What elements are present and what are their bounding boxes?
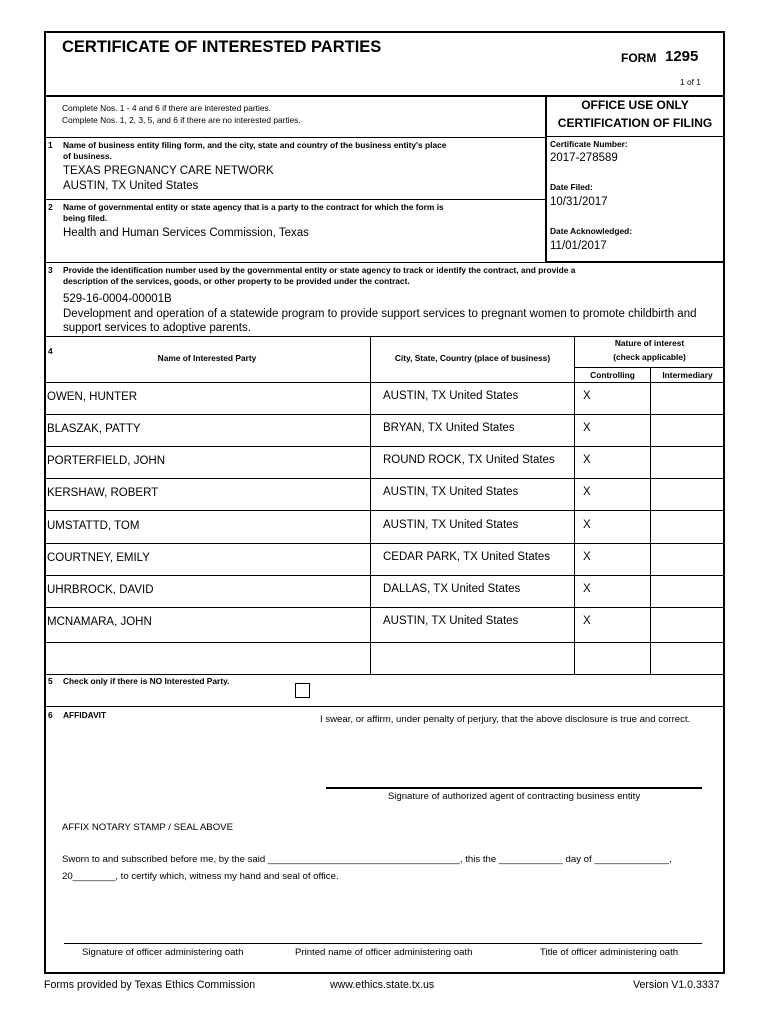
section-5-number: 5 (48, 676, 53, 686)
section-2-number: 2 (48, 202, 53, 212)
party-name: OWEN, HUNTER (47, 391, 138, 403)
contract-description-line-2: support services to adoptive parents. (63, 322, 251, 334)
divider-section5 (44, 706, 724, 707)
date-filed-label: Date Filed: (550, 182, 593, 192)
party-location: BRYAN, TX United States (383, 422, 515, 434)
party-location: AUSTIN, TX United States (383, 519, 519, 531)
date-filed-value: 10/31/2017 (550, 196, 608, 208)
officer-signature-line[interactable] (64, 943, 702, 944)
col-header-check-applicable: (check applicable) (613, 352, 686, 362)
sworn-statement-line-1: Sworn to and subscribed before me, by the said ____________________________________, this the ____________ day of ______________, (62, 854, 672, 865)
certification-title: CERTIFICATION OF FILING (557, 116, 713, 130)
governmental-entity: Health and Human Services Commission, Texas (63, 227, 309, 239)
party-controlling-mark: X (583, 390, 591, 402)
party-location: AUSTIN, TX United States (383, 390, 519, 402)
table-row-line (44, 607, 724, 608)
form-border-left (44, 31, 46, 973)
contract-description-line-1: Development and operation of a statewide program to provide support services to pregnant women to promote childbirth and (63, 308, 697, 320)
party-name: UHRBROCK, DAVID (47, 584, 154, 596)
table-row-line (44, 382, 724, 383)
page-indicator: 1 of 1 (680, 77, 701, 87)
section-2-label-line-1: Name of governmental entity or state agency that is a party to the contract for which the form is (63, 202, 444, 212)
party-name: BLASZAK, PATTY (47, 423, 141, 435)
party-name: KERSHAW, ROBERT (47, 487, 159, 499)
section-4-number: 4 (48, 346, 53, 356)
no-interested-party-checkbox[interactable] (295, 683, 310, 698)
divider-section1 (44, 137, 546, 138)
section-3-label-line-2: description of the services, goods, or other property to be provided under the contract. (63, 276, 410, 286)
instruction-line-2: Complete Nos. 1, 2, 3, 5, and 6 if there are no interested parties. (62, 115, 301, 125)
section-3-number: 3 (48, 265, 53, 275)
party-location: DALLAS, TX United States (383, 583, 521, 595)
business-entity-location: AUSTIN, TX United States (63, 180, 199, 192)
section-1-number: 1 (48, 140, 53, 150)
table-row-line (44, 446, 724, 447)
col-header-nature: Nature of interest (614, 338, 685, 348)
table-row-line (44, 543, 724, 544)
office-box-divider (545, 136, 724, 137)
table-row-line (44, 642, 724, 643)
form-number: 1295 (665, 48, 699, 65)
business-entity-name: TEXAS PREGNANCY CARE NETWORK (63, 165, 274, 177)
section-6-number: 6 (48, 710, 53, 720)
table-col-divider-2 (574, 336, 575, 674)
party-controlling-mark: X (583, 422, 591, 434)
officer-title-caption: Title of officer administering oath (540, 947, 679, 958)
party-controlling-mark: X (583, 615, 591, 627)
officer-signature-caption: Signature of officer administering oath (82, 947, 244, 958)
divider-section3 (44, 262, 724, 263)
table-row-line (44, 478, 724, 479)
section-1-label-line-1: Name of business entity filing form, and the city, state and country of the business entity's place (63, 140, 447, 150)
table-row-line (44, 414, 724, 415)
cert-number-value: 2017-278589 (550, 152, 618, 164)
section-1-label-line-2: of business. (63, 151, 112, 161)
header-divider (44, 95, 725, 97)
section-5-label: Check only if there is NO Interested Party. (63, 676, 230, 686)
party-location: AUSTIN, TX United States (383, 615, 519, 627)
section-3-label-line-1: Provide the identification number used by the governmental entity or state agency to track or identify the contract, and provide a (63, 265, 576, 275)
officer-printed-name-caption: Printed name of officer administering oath (295, 947, 473, 958)
party-name: UMSTATTD, TOM (47, 520, 140, 532)
date-ack-label: Date Acknowledged: (550, 226, 633, 236)
cert-number-label: Certificate Number: (550, 139, 628, 149)
sworn-statement-line-2: 20________, to certify which, witness my hand and seal of office. (62, 871, 339, 882)
form-title: CERTIFICATE OF INTERESTED PARTIES (62, 38, 382, 56)
party-location: AUSTIN, TX United States (383, 486, 519, 498)
party-name: COURTNEY, EMILY (47, 552, 150, 564)
contract-id: 529-16-0004-00001B (63, 293, 172, 305)
office-use-title: OFFICE USE ONLY (581, 98, 689, 112)
instruction-line-1: Complete Nos. 1 - 4 and 6 if there are interested parties. (62, 103, 272, 113)
agent-signature-caption: Signature of authorized agent of contracting business entity (387, 791, 641, 802)
table-row-line (44, 674, 724, 675)
date-ack-value: 11/01/2017 (550, 240, 607, 252)
form-label: FORM (621, 51, 657, 65)
col-header-controlling: Controlling (590, 370, 635, 380)
table-row-line (44, 575, 724, 576)
divider-section4 (44, 336, 724, 337)
party-controlling-mark: X (583, 551, 591, 563)
notary-stamp-label: AFFIX NOTARY STAMP / SEAL ABOVE (62, 822, 233, 833)
form-border-right (723, 31, 725, 973)
table-col-divider-1 (370, 336, 371, 674)
table-row-line (44, 510, 724, 511)
party-controlling-mark: X (583, 454, 591, 466)
col-header-intermediary: Intermediary (662, 370, 713, 380)
form-border-top (44, 31, 724, 33)
party-location: ROUND ROCK, TX United States (383, 454, 555, 466)
footer-provider: Forms provided by Texas Ethics Commission (44, 979, 256, 991)
section-6-label: AFFIDAVIT (63, 710, 107, 720)
table-nature-divider (574, 367, 724, 368)
party-controlling-mark: X (583, 486, 591, 498)
party-name: MCNAMARA, JOHN (47, 616, 152, 628)
col-header-name: Name of Interested Party (157, 353, 257, 363)
affidavit-oath: I swear, or affirm, under penalty of perjury, that the above disclosure is true and correct. (320, 714, 691, 725)
footer-version: Version V1.0.3337 (633, 979, 720, 991)
party-controlling-mark: X (583, 583, 591, 595)
divider-section2 (44, 199, 546, 200)
section-2-label-line-2: being filed. (63, 213, 108, 223)
party-controlling-mark: X (583, 519, 591, 531)
footer-website-link[interactable]: www.ethics.state.tx.us (330, 979, 435, 991)
party-name: PORTERFIELD, JOHN (47, 455, 165, 467)
col-header-location: City, State, Country (place of business) (394, 353, 551, 363)
agent-signature-line[interactable] (326, 787, 702, 789)
form-border-bottom (44, 972, 725, 974)
party-location: CEDAR PARK, TX United States (383, 551, 551, 563)
